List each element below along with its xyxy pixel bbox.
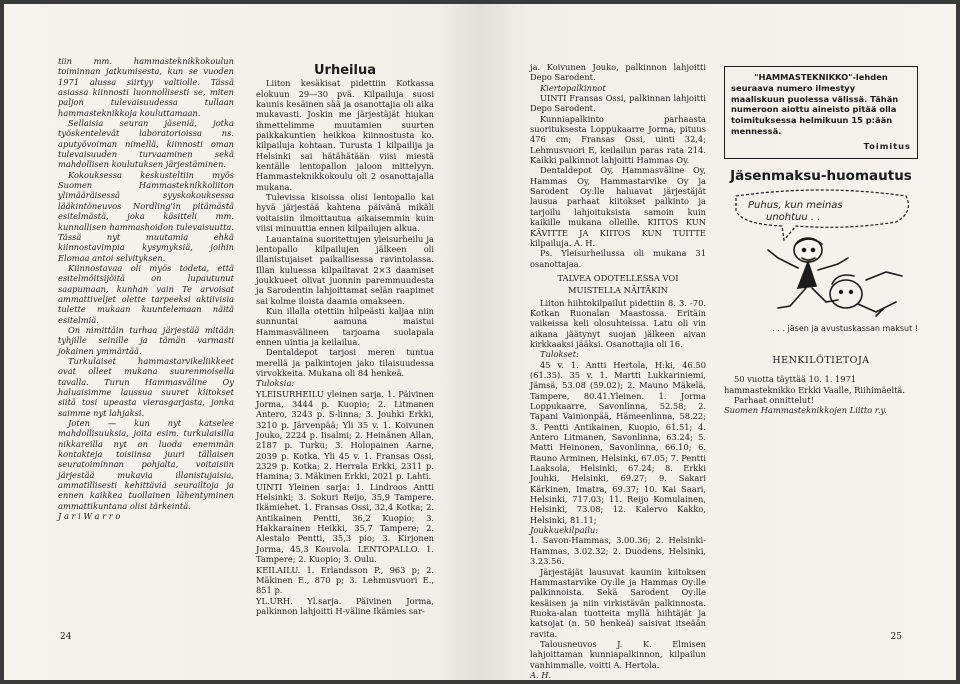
page-25: [480, 4, 956, 680]
page-number: 24: [60, 632, 72, 642]
page-24: [4, 4, 480, 680]
sports-title: Urheilua: [314, 63, 376, 78]
ski-thanks: Järjestäjät lausuvat kauniin kiitoksen Hammastarvike Oy:lle ja Hammas Oy:lle palkinnoista. Sekä Sarodent Oy:lle kesäisen ja niin virkistävän palkinnosta. Ruoka-alan tuotteita myllä hiihtäjät ja katsojat (n. 50 henkeä) saisivat itseään ravita.: [530, 566, 706, 639]
membership-cartoon: [726, 188, 916, 318]
essay-paragraph: tiin mm. hammasteknikkokoulun toiminnan jatkumisesta, kun se vuoden 1971 alussa siirtyy valtiolle. Tässä asiassa kiinnosti luonnollisesti se, miten paljon tulevaisuudessa tullaan hammasteknikkoja kouluttamaan.: [58, 56, 234, 118]
magazine-spread: [4, 4, 956, 680]
results-cont: Ps. Yleisurheilussa oli mukana 31 osanottajaa.: [530, 248, 706, 269]
sports-paragraph: Dentaldepot tarjosi meren tuntua merellä ja palkintojen jako tilaisuudessa virvokkeita. Mukana oli 84 henkeä.: [256, 347, 434, 378]
membership-fee-title: Jäsenmaksu-huomautus: [730, 167, 912, 184]
results-cont: Kunniapalkinto parhaasta suorituksesta Loppukaarre Jorma, pituus 476 cm; Fransas Ossi, uinti 32,4; Lehmusvuori E, keilailun paras rata 214. Kaikki palkinnot lahjoitti Hammas Oy.: [530, 113, 706, 166]
sports-bowling: KEILAILU. 1. Erlandsson P., 963 p; 2. Mäkinen E., 870 p; 3. Lehmusvuori E., 851 p.: [256, 564, 434, 596]
anniversary-section: [724, 356, 918, 416]
notice-signature: Toimitus: [863, 140, 911, 151]
sports-paragraph: Kun illalla otettiin hilpeästi kaljaa niin sunnuntai aamuna maistui Hammasvälineen tarjoama suolapala ennen uintia ja keilailua.: [256, 305, 434, 347]
sports-results: YLEISURHEILU yleinen sarja. 1. Päivinen Jorma, 3444 p. Kuopio; 2. Litmanen Antero, 3243 p. S-linna; 3. Jouhki Erkki, 3210 p. Järvenpää; Yli 35 v. 1. Koivunen Jouko, 2224 p. Iisalmi; 2. Heinänen Allan, 2187 p. Turku; 3. Holopainen Aarne, 2039 p. Kotka. Yli 45 v. 1. Fransas Ossi, 2329 p. Kotka; 2. Herrala Erkki, 2311 p. Hamina; 3. Mäkinen Erkki, 2021 p. Lahti.: [256, 388, 434, 482]
sports-swimming: UINTI Yleinen sarja: 1. Lindroos Antti Helsinki; 3. Sokuri Reijo, 35,9 Tampere. Ikämiehet. 1. Fransas Ossi, 32,4 Kotka; 2. Antikainen Pentti, 36,2 Kuopio; 3. Hakkarainen Heikki, 35,7 Tampere; 2. Alestalo Pentti, 35,3 pio; 3. Kirjonen Jorma, 45,3 Kouvola. LENTOPALLO. 1. Tampere; 2. Kuopio; 3. Oulu.: [256, 481, 434, 565]
ski-intro: Liiton hiihtokilpailut pidettiin 8. 3. -70. Kotkan Ruonalan Maastossa. Eritäin vaikeissa keli olosuhteissa. Latu oli vin aikana jäätynyt suojan jälkeen aivan kirkkaaksi jääksi. Osanottajia oli 16.: [530, 297, 706, 349]
sports-paragraph: Tulevissa kisoissa olisi lentopallo kai hyvä järjestää kahtena päivänä mikäli voitaisiin ilmoittautua aikaisemmin kuin viisi minuuttia ennen kilpailujen alkua.: [256, 192, 434, 234]
essay-paragraph: Turkulaiset hammastarvikeliikkeet ovat olleet mukana suurenmoisella tavalla. Turun Hammasväline Oy haluaisimme laussua suuret kiitokset siitä tosi upeasta vierasgarjasta, jonka saimme nyt lahjaksi.: [58, 355, 234, 418]
membership-caption: . . . jäsen ja avustuskassan maksut !: [772, 323, 918, 333]
ski-final-signature: A. H.: [530, 669, 552, 680]
anniversary-body: 50 vuotta täyttää 10. 1. 1971 hammasteknikko Erkki Vaalle, Riihimäeltä.: [724, 374, 906, 395]
ski-results-label: Tulokset:: [540, 349, 579, 360]
anniversary-from: Suomen Hammasteknikkojen Liitto r.y.: [724, 405, 887, 416]
bubble-line-1: Puhus, kun meinas: [748, 199, 843, 211]
ski-results: 45 v. 1. Antti Hertola, H:ki, 46.50 (61.35). 35 v. 1. Martti Lukkariniemi, Jämsä, 53.08 (59.02); 2. Mauno Mäkelä, Tampere, 80.41.Yleinen. 1. Jorma Loppukaarre, Savonlinna, 52.58; 2. Tapani Vainionpää, Hämeenlinna, 58.22; 3. Pentti Antikainen, Kuopio, 61.51; 4. Antero Litmanen, Savonlinna, 63.24; 5. Matti Heinonen, Savonlinna, 66.10; 6. Rauno Arminen, Helsinki, 67.05; 7. Pentti Laaksola, Helsinki, 67.24; 8. Erkki Jouhki, Helsinki, 69.27; 9. Sakari Kärkinen, Imatra, 69.37; 10. Kai Saari, Helsinki, 717.03; 11. Reijo Komulainen, Helsinki, 73.08; 12. Kalervo Kakko, Helsinki, 81.11;: [530, 359, 706, 525]
ski-relay: 1. Savon-Hammas, 3.00.36; 2. Helsinki-Hammas, 3.02.32; 2. Duodens, Helsinki, 3.23.56.: [530, 535, 706, 567]
anniversary-congrats: Parhaat onnittelut!: [734, 394, 814, 405]
results-cont: Dentaldepot Oy, Hammasväline Oy, Hammas Oy, Hammastarvike Oy ja Sarodent Oy:lle haluavat järjestäjät lausua parhaat kiitokset palkinto ja tarjoilu lahjoituksista samoin kuin kaikille mukana olleille. KIITOS KUN KÄVITTE JA KIITOS KUN TUITTE kilpailuja. A. H.: [530, 165, 706, 248]
speech-bubble: [736, 190, 908, 240]
essay-paragraph: Joten — kun nyt katselee mahdollisuuksia, joita esim. turkulaisilla nikkareilla nyt on luoda enemmän kontakteja toisiinsa juuri tällaisen seuratoiminnan pohjalta, voitaisiin järjestää mukavia illanistujaisia, ammatillisesti kehittäviä seurailtoja ja ennen kaikkea tuollainen lähentyminen ammattikuntana olisi tärkeintä.: [58, 418, 234, 511]
ski-title-1: TALVEA ODOTELLESSA VOI: [557, 272, 679, 283]
anniversary-title: HENKILÖTIETOJA: [772, 354, 870, 366]
notice-box: [724, 66, 918, 159]
essay-column: [58, 56, 234, 521]
essay-paragraph: Kokouksessa keskusteltiin myös Suomen Hammasteknikkoliiton ylimääräisessä syyskokouksessa lääkintöneuvos Nordling'in pitämästä esitelmästä, joka käsitteli mm. kunnallisen hammashoidon tulevaisuutta. Tässä nyt muutamia ehkä kiinnostavimpia kysymyksiä, joihin Elomaa antoi selvityksen.: [58, 169, 234, 263]
results-column: [530, 62, 706, 680]
sports-paragraph: Liiton kesäkisat pidettiin Kotkassa elokuun 29—30 pvä. Kilpailuja suosi kaunis kesäinen sää ja osanottajia oli aika mukavasti. Joskin me järjestäjät hiukan ihmettelimme muutamien suurten paikkakuntien heikkoa kiinnostusta ko. kilpailuja kohtaan. Turusta 1 kilpailija ja Helsinki sai hätähätään viisi miestä kentälle lentopallon jaloon mittelyyn. Hammasteknikkokoulu oli 2 osanottajalla mukana.: [256, 78, 434, 192]
essay-author: J a r i W a r r o: [58, 511, 121, 522]
essay-paragraph: On nimittäin turhaa järjestää mitään tyhjille seinille ja tämän varmasti jokainen ymmärtää.: [58, 324, 234, 356]
ski-relay-label: Joukkuekilpailu:: [530, 525, 599, 536]
running-figure-drawing: [768, 238, 902, 316]
notice-body: seuraava numero ilmestyy maaliskuun puolessa välissä. Tähän numeroon aiottu aineisto pitää olla toimituksessa helmikuun 15 p:ään mennessä.: [731, 82, 899, 136]
sports-closing: YL.URH. Yl.sarja. Päivinen Jorma, palkinnon lahjoitti H-väline Ikämies sar-: [256, 595, 434, 616]
results-cont: ja. Koivunen Jouko, palkinnon lahjoitti Depo Sarodent.: [530, 62, 706, 83]
sports-paragraph: Lauantaina suoritettujen yleisurheilu ja lentopallo kilpailujen jälkeen oli illanistujaiset paikallisessa ravintolassa. Illan kuluessa kilpailtavat 2×3 daamiset joukkueet olivat juonnin paremmuudesta ja Sarodentin lahjoittamat selän raapimet sai kolme iloista daamia omakseen.: [256, 233, 434, 306]
results-cont: Kiertopalkinnot: [540, 82, 606, 93]
ski-final: Talousneuvos J. K. Elmisen lahjoittaman kunniapalkinnon, kilpailun vanhimmalle, voitti A. Hertola.: [530, 638, 706, 670]
page-number: 25: [890, 632, 902, 642]
bubble-line-2: unohtuu . .: [766, 211, 821, 223]
notice-head: "HAMMASTEKNIKKO"-lehden: [754, 72, 888, 82]
sports-results-label: Tuloksia:: [256, 378, 295, 389]
essay-paragraph: Kiinnostavaa oli myös todeta, että esitelmöitsijöitä on lupautunut saapumaan, kunhan vain Te arvoisat ammattiveljet olette tarpeeksi aktiivisia tulette mukaan kuuntelemaan näitä esitelmiä.: [58, 262, 234, 325]
results-cont: UINTI Fransas Ossi, palkinnan lahjoitti Depo Sarodent.: [530, 93, 706, 114]
sidebar-column: [724, 66, 918, 416]
essay-paragraph: Sellaisia seuran jäseniä, jotka työskentelevät laboratorioissa ns. aputyövoiman nimellä, kiinnosti oman tulevaisuuden turvaaminen sekä mahdollisen koulutuksen järjestäminen.: [58, 118, 234, 170]
sports-column: [256, 63, 434, 616]
ski-title-2: MUISTELLA NÄITÄKIN: [567, 285, 669, 296]
